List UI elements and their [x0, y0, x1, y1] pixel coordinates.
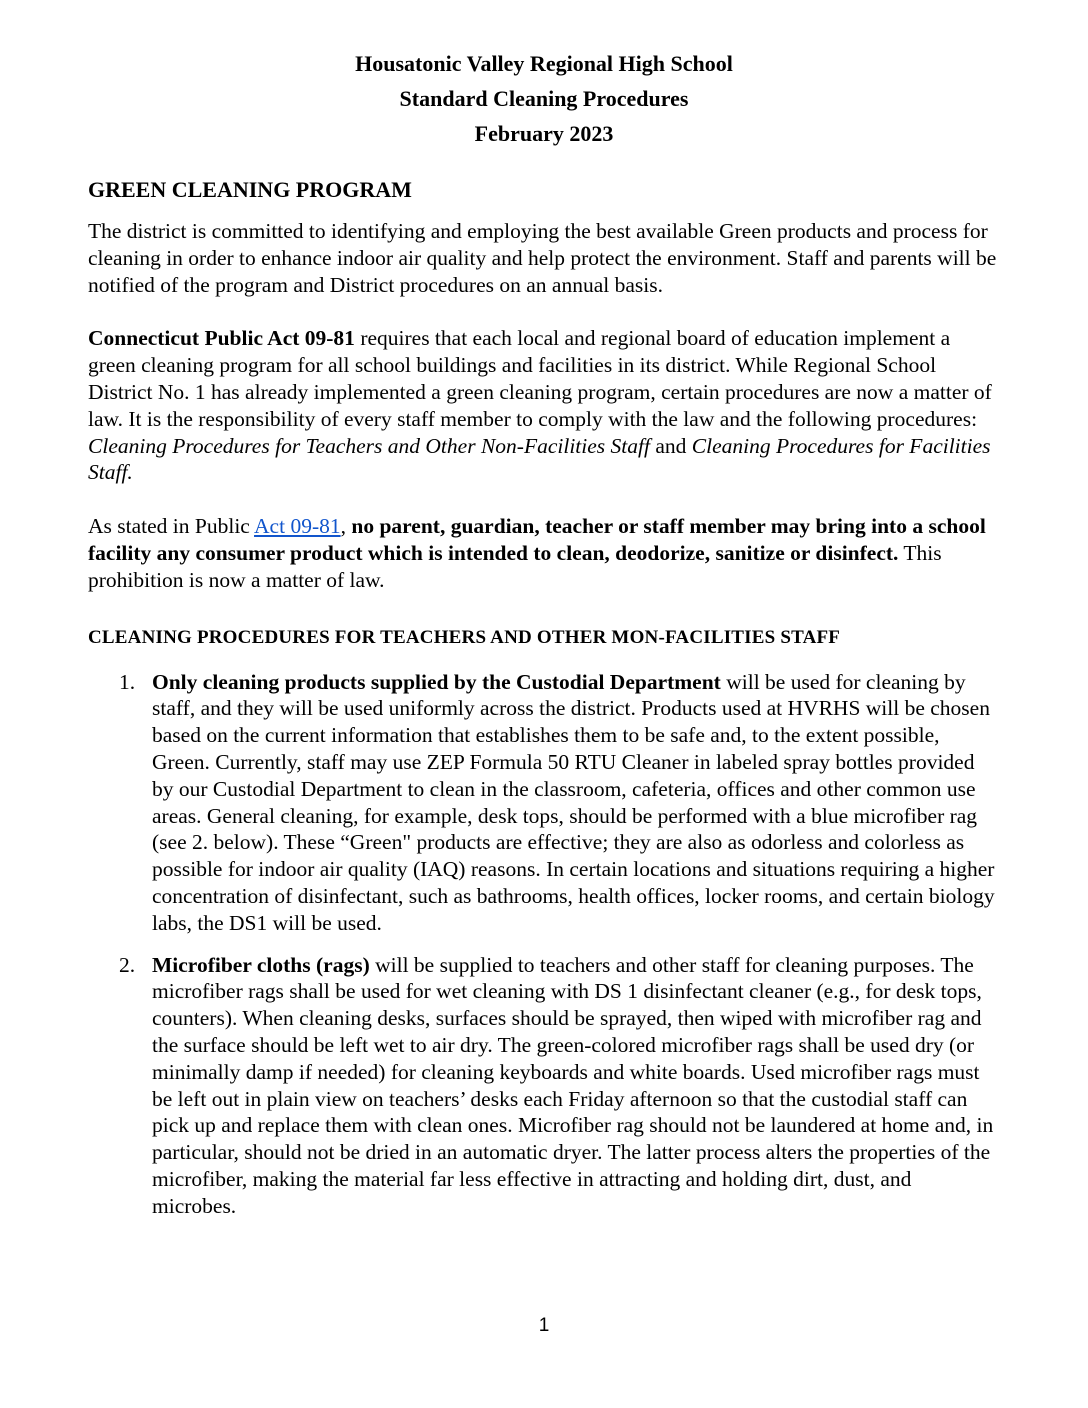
- prohibition-suffix: This prohibition is now a matter of law.: [88, 540, 942, 592]
- green-cleaning-section: [88, 176, 1000, 594]
- document-title: Housatonic Valley Regional High School: [355, 51, 733, 76]
- district-commitment-paragraph: The district is committed to identifying and employing the best available Green products and process for cleaning in order to enhance indoor air quality and help protect the environment. Staff and parents will be notified of the program and District procedures on an annual basis.: [88, 219, 997, 297]
- document-date: February 2023: [474, 121, 614, 146]
- page-number: 1: [538, 1315, 550, 1336]
- document-subtitle: Standard Cleaning Procedures: [399, 86, 689, 111]
- list-item-number: 2.: [119, 952, 136, 977]
- public-act-paragraph: [88, 325, 1000, 486]
- list-item-bold-lead: Microfiber cloths (rags): [152, 952, 370, 977]
- public-act-bold-text: Connecticut Public Act 09-81: [88, 326, 355, 351]
- prohibition-bold-text: no parent, guardian, teacher or staff member may bring into a school facility any consumer product which is intended to clean, deodorize, sanitize or disinfect.: [88, 514, 986, 565]
- procedures-title-facilities: Cleaning Procedures for Facilities Staff.: [88, 433, 991, 485]
- list-item-microfiber-cloths: [88, 952, 1000, 1220]
- procedures-list: [88, 669, 1000, 1220]
- list-item-cleaning-products: [88, 669, 1000, 937]
- green-cleaning-heading: GREEN CLEANING PROGRAM: [88, 177, 412, 202]
- procedures-title-teachers: Cleaning Procedures for Teachers and Other Non-Facilities Staff: [88, 433, 650, 458]
- list-item-body-text: will be used for cleaning by staff, and they will be used uniformly across the district. Products used at HVRHS will be chosen based on the current information that establishes them to be safe and, to the extent possible, Green. Currently, staff may use ZEP Formula 50 RTU Cleaner in labeled spray bottles provided by our Custodial Department to clean in the classroom, cafeteria, offices and other common use areas. General cleaning, for example, desk tops, should be performed with a blue microfiber rag (see 2. below). These “Green" products are effective; they are also as odorless and colorless as possible for indoor air quality (IAQ) reasons. In certain locations and situations requiring a higher concentration of disinfectant, such as bathrooms, health offices, locker rooms, and certain biology labs, the DS1 will be used.: [152, 669, 995, 935]
- list-item-number: 1.: [119, 669, 136, 694]
- procedures-heading: CLEANING PROCEDURES FOR TEACHERS AND OTHER MON-FACILITIES STAFF: [88, 626, 841, 648]
- procedures-section: [88, 626, 1000, 1220]
- and-connector: and: [649, 433, 692, 458]
- prohibition-paragraph: [88, 513, 1000, 593]
- act-09-81-link[interactable]: Act 09-81: [254, 514, 341, 539]
- public-act-body-text: requires that each local and regional board of education implement a green cleaning program for all school buildings and facilities in its district. While Regional School District No. 1 has already implemented a green cleaning program, certain procedures are now a matter of law. It is the responsibility of every staff member to comply with the law and the following procedures:: [88, 326, 992, 431]
- document-header: [88, 0, 1000, 151]
- prohibition-comma: ,: [340, 514, 352, 539]
- prohibition-prefix: As stated in Public: [88, 514, 255, 539]
- list-item-body-text: will be supplied to teachers and other staff for cleaning purposes. The microfiber rags shall be used for wet cleaning with DS 1 disinfectant cleaner (e.g., for desk tops, counters). When cleaning desks, surfaces should be sprayed, then wiped with microfiber rag and the surface should be left wet to air dry. The green-colored microfiber rags shall be used dry (or minimally damp if needed) for cleaning keyboards and white boards. Used microfiber rags must be left out in plain view on teachers’ desks each Friday afternoon so that the custodial staff can pick up and replace them with clean ones. Microfiber rag should not be laundered at home and, in particular, should not be dried in an automatic dryer. The latter process alters the properties of the microfiber, making the material far less effective in attracting and holding dirt, dust, and microbes.: [152, 952, 994, 1218]
- list-item-bold-lead: Only cleaning products supplied by the Custodial Department: [152, 669, 721, 694]
